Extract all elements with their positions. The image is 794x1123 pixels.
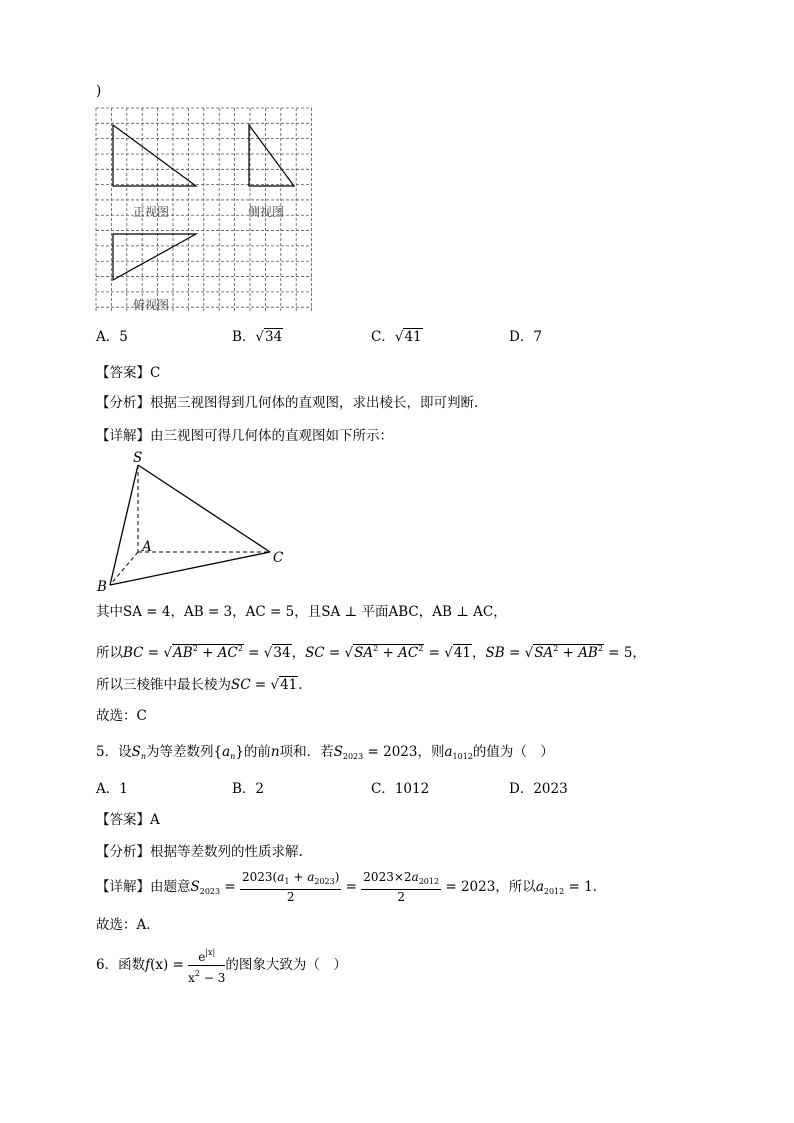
q5-option-d: D．2023: [509, 781, 568, 797]
vertex-c-label: C: [273, 550, 284, 566]
q5-option-a: A．1: [96, 781, 128, 797]
q4-conditions: 其中SA = 4，AB = 3，AC = 5，且SA ⊥ 平面ABC，AB ⊥ AC，: [96, 604, 507, 620]
side-view-label: 侧视图: [248, 205, 285, 219]
q4-edge-lengths: 所以BC = $√AB^2 + AC^2 = √34$，SC = $√SA^2 + AC^2 = √41$，SB = $√SA^2 + AB^2 = 5$，: [96, 644, 646, 661]
top-view-label: 俯视图: [133, 298, 170, 312]
vertex-b-label: B: [97, 579, 107, 595]
front-view-triangle: [113, 125, 196, 186]
q4-answer: 【答案】C: [96, 365, 161, 381]
q5-stem: 5．设$S_n$为等差数列$\{a_n\}$的前n项和．若$S_{2023} = 2023$，则$a_{1012}$的值为（ ）: [96, 744, 554, 761]
vertex-a-label: A: [142, 539, 152, 555]
q4-option-d: D．7: [509, 329, 542, 345]
q4-longest-edge: 所以三棱锥中最长棱为SC = √41.: [96, 677, 303, 693]
side-view-triangle: [249, 125, 294, 186]
vertex-s-label: S: [133, 450, 143, 466]
q4-choice: 故选：C: [96, 708, 147, 724]
q4-option-c: C．√41: [371, 329, 422, 345]
q6-stem: 6．函数f(x) = $\frac{e^{|x|}}{x^2 - 3}$ 的图象大致为（ ）: [96, 945, 347, 986]
q4-option-b: B．√34: [232, 329, 283, 345]
q5-analysis: 【分析】根据等差数列的性质求解.: [96, 844, 303, 860]
q5-answer: 【答案】A: [96, 812, 160, 828]
q4-option-a: A．5: [96, 329, 128, 345]
q5-choice: 故选：A．: [96, 917, 160, 933]
front-view-label: 正视图: [133, 205, 170, 219]
top-view-triangle: [113, 234, 196, 280]
q5-option-c: C．1012: [371, 781, 430, 797]
q5-option-b: B．2: [232, 781, 265, 797]
continuation-paren: ): [96, 83, 102, 99]
q4-analysis: 【分析】根据三视图得到几何体的直观图，求出棱长，即可判断.: [96, 395, 479, 411]
tetrahedron-figure: [110, 465, 270, 585]
q4-detail: 【详解】由三视图可得几何体的直观图如下所示：: [96, 428, 393, 444]
q5-detail: 【详解】由题意$S_{2023}$ = $\frac{2023(a_1 + a_{2023})}{2}$ = $\frac{2023\times 2a_{2012}}{2}$ = 2023，所以$a_{2012} = 1$．: [96, 870, 607, 904]
